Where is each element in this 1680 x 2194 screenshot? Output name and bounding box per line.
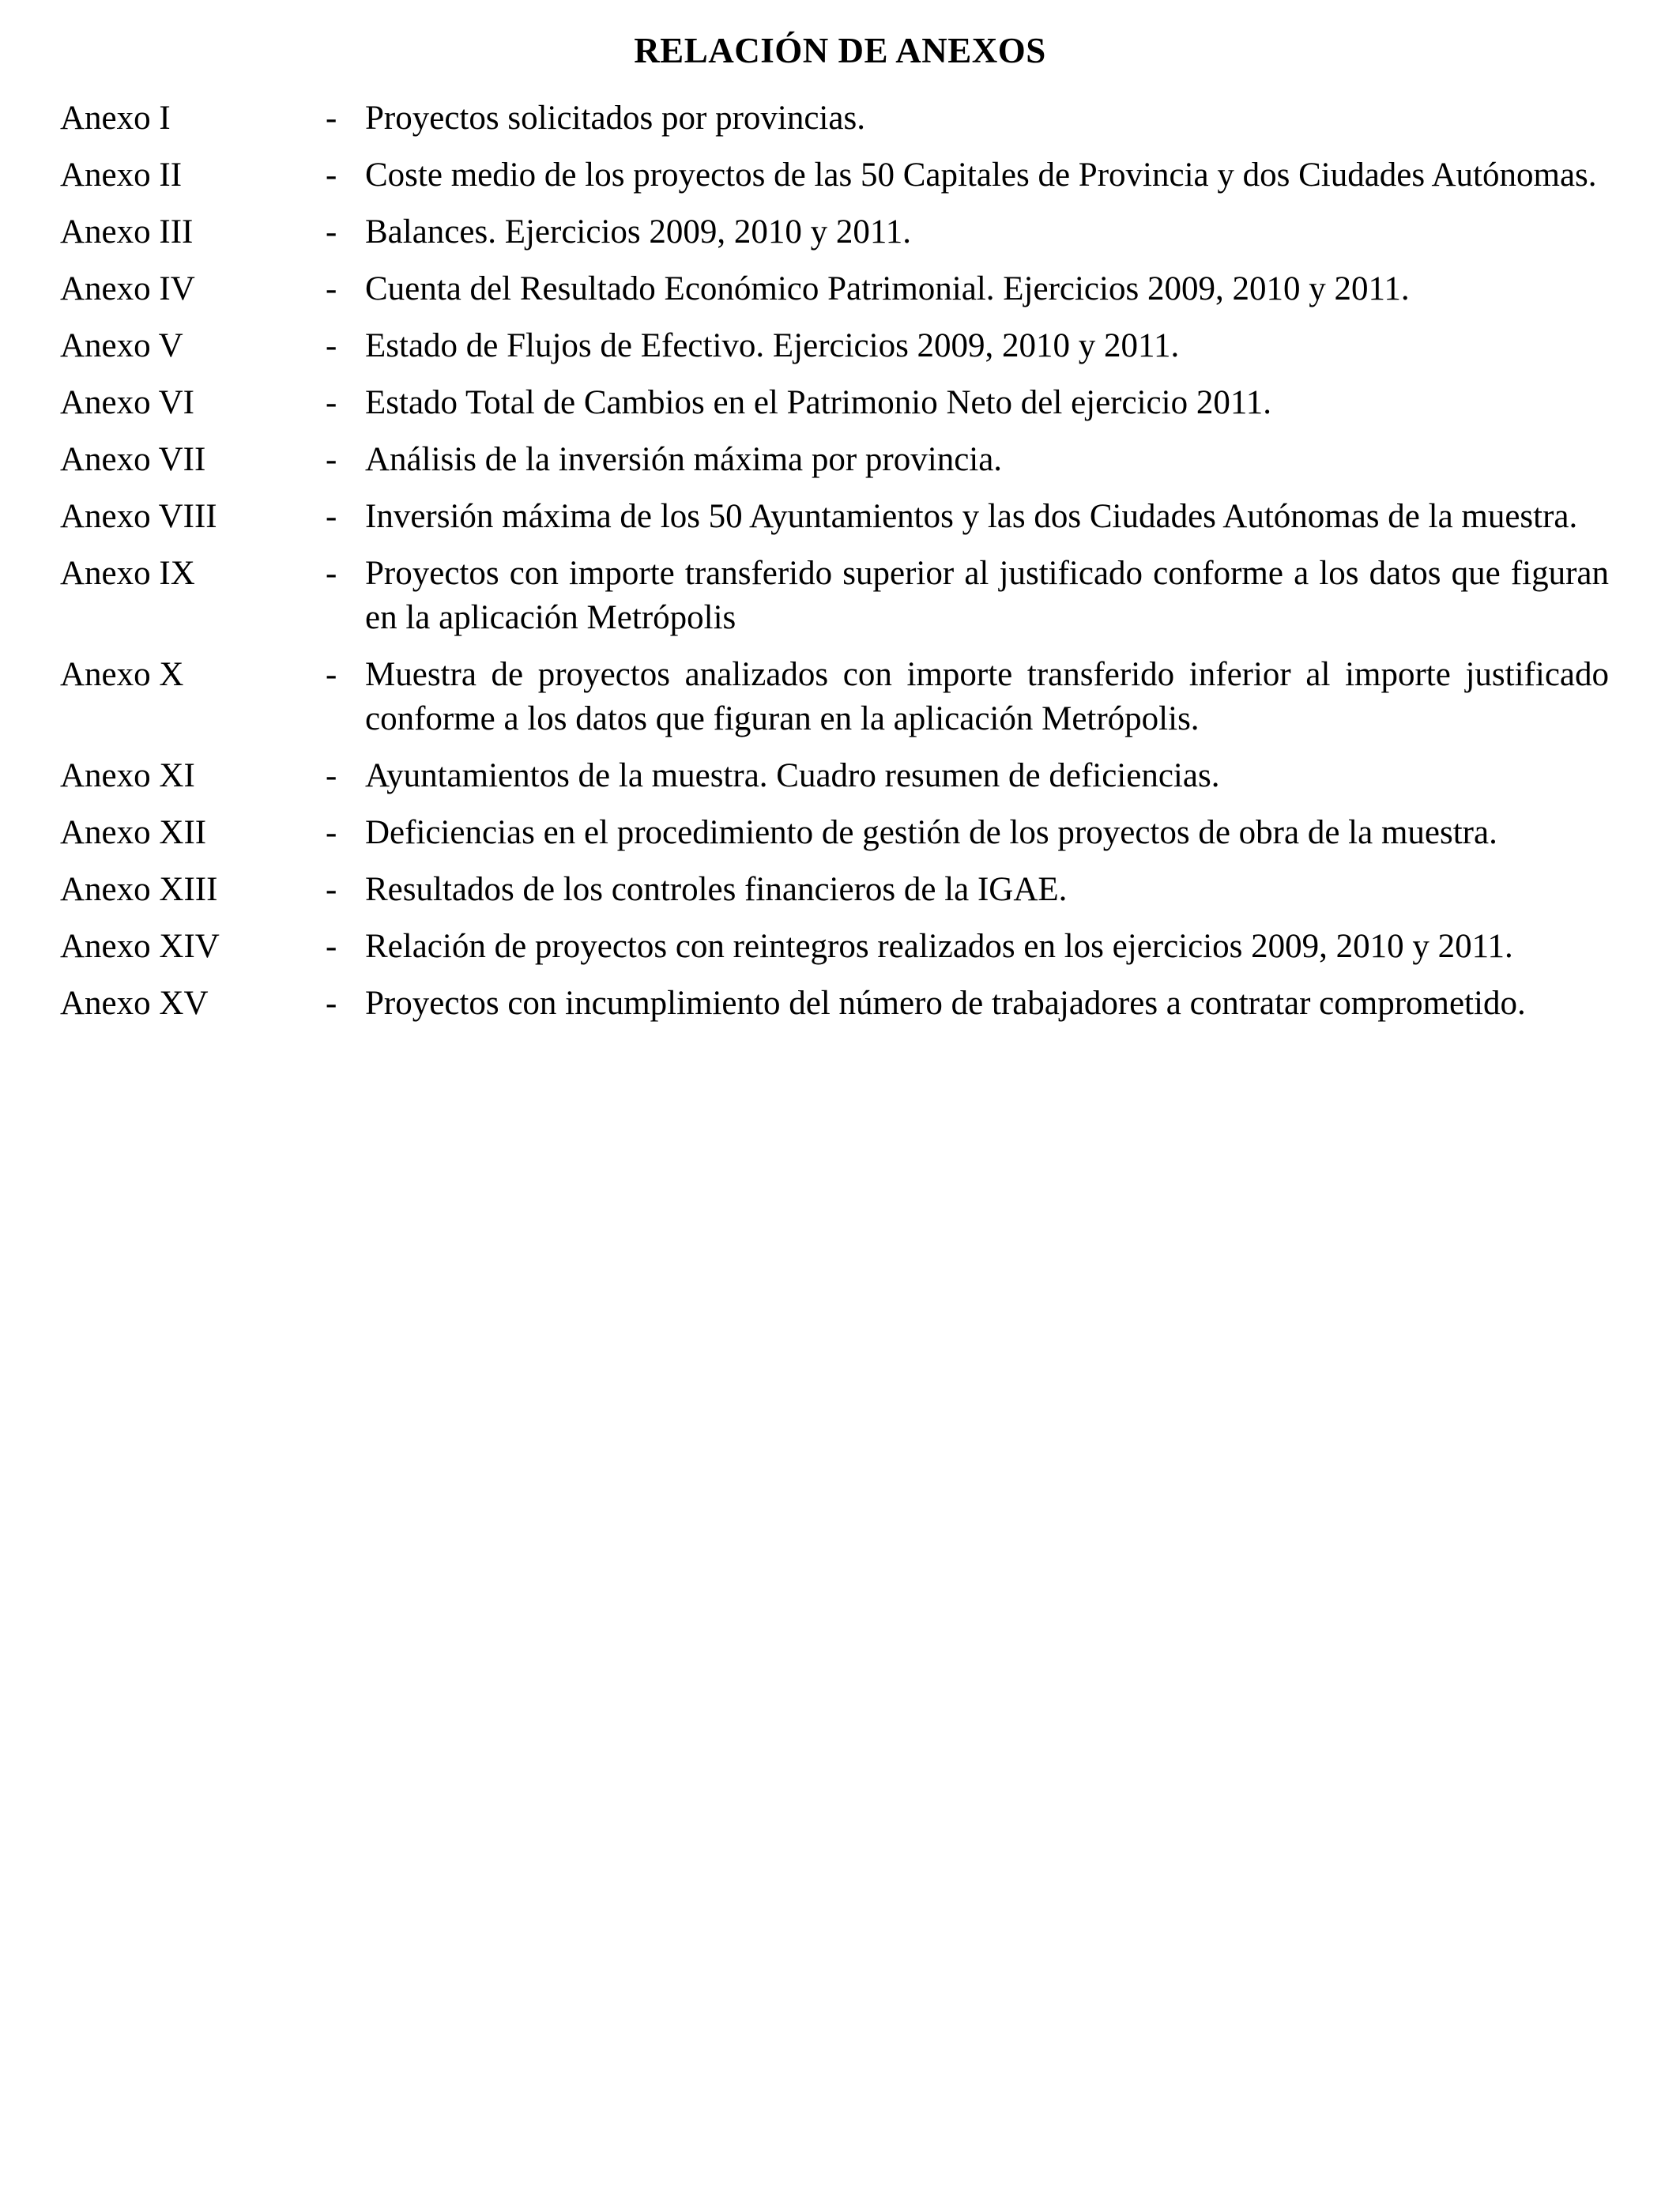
- annex-separator: -: [326, 384, 337, 421]
- annex-row: [60, 552, 1609, 640]
- annex-separator: -: [326, 814, 337, 851]
- annex-row: [60, 324, 1609, 368]
- annex-separator: -: [326, 555, 337, 592]
- annex-row: [60, 653, 1609, 741]
- annex-description: Estado de Flujos de Efectivo. Ejercicios 2009, 2010 y 2011.: [365, 327, 1180, 364]
- annex-label: Anexo VIII: [60, 498, 217, 535]
- annex-separator: -: [326, 656, 337, 693]
- annex-list: [60, 96, 1609, 1039]
- annex-row: [60, 811, 1609, 855]
- annex-row: [60, 982, 1609, 1026]
- annex-label: Anexo II: [60, 156, 183, 194]
- annex-label: Anexo XIII: [60, 871, 218, 908]
- annex-separator: -: [326, 985, 337, 1022]
- annex-separator: -: [326, 757, 337, 794]
- annex-description: Muestra de proyectos analizados con importe transferido inferior al importe justificado conforme a los datos que figuran en la aplicación Metrópolis.: [365, 656, 1609, 737]
- page-title: RELACIÓN DE ANEXOS: [634, 31, 1046, 70]
- annex-description: Proyectos con importe transferido superior al justificado conforme a los datos que figuran en la aplicación Metrópolis: [365, 555, 1609, 636]
- annex-label: Anexo IV: [60, 270, 195, 307]
- annex-row: [60, 267, 1609, 311]
- annex-label: Anexo XIV: [60, 928, 220, 965]
- annex-label: Anexo X: [60, 656, 184, 693]
- annex-row: [60, 868, 1609, 912]
- annex-description: Coste medio de los proyectos de las 50 Capitales de Provincia y dos Ciudades Autónomas.: [365, 156, 1597, 194]
- annex-description: Balances. Ejercicios 2009, 2010 y 2011.: [365, 213, 912, 251]
- annex-row: [60, 438, 1609, 482]
- annex-separator: -: [326, 100, 337, 137]
- annex-separator: -: [326, 871, 337, 908]
- annex-label: Anexo I: [60, 100, 171, 137]
- annex-label: Anexo XI: [60, 757, 195, 794]
- annex-row: [60, 925, 1609, 969]
- annex-description: Ayuntamientos de la muestra. Cuadro resumen de deficiencias.: [365, 757, 1220, 794]
- annex-description: Cuenta del Resultado Económico Patrimonial. Ejercicios 2009, 2010 y 2011.: [365, 270, 1410, 307]
- annex-label: Anexo XII: [60, 814, 207, 851]
- annex-description: Proyectos con incumplimiento del número de trabajadores a contratar comprometido.: [365, 985, 1526, 1022]
- annex-row: [60, 754, 1609, 798]
- annex-description: Inversión máxima de los 50 Ayuntamientos y las dos Ciudades Autónomas de la muestra.: [365, 498, 1578, 535]
- annex-description: Deficiencias en el procedimiento de gestión de los proyectos de obra de la muestra.: [365, 814, 1497, 851]
- annex-description: Estado Total de Cambios en el Patrimonio Neto del ejercicio 2011.: [365, 384, 1271, 421]
- annex-label: Anexo XV: [60, 985, 209, 1022]
- annex-row: [60, 153, 1609, 198]
- annex-description: Relación de proyectos con reintegros realizados en los ejercicios 2009, 2010 y 2011.: [365, 928, 1513, 965]
- annex-description: Proyectos solicitados por provincias.: [365, 100, 865, 137]
- annex-row: [60, 96, 1609, 141]
- annex-row: [60, 495, 1609, 539]
- annex-separator: -: [326, 327, 337, 364]
- annex-label: Anexo VI: [60, 384, 194, 421]
- annex-label: Anexo V: [60, 327, 183, 364]
- annex-separator: -: [326, 270, 337, 307]
- annex-separator: -: [326, 928, 337, 965]
- annex-separator: -: [326, 441, 337, 478]
- annex-label: Anexo VII: [60, 441, 206, 478]
- annex-row: [60, 381, 1609, 425]
- annex-label: Anexo IX: [60, 555, 195, 592]
- annex-description: Resultados de los controles financieros de la IGAE.: [365, 871, 1068, 908]
- annex-separator: -: [326, 498, 337, 535]
- annex-description: Análisis de la inversión máxima por provincia.: [365, 441, 1003, 478]
- annex-separator: -: [326, 213, 337, 251]
- annex-row: [60, 210, 1609, 254]
- annex-separator: -: [326, 156, 337, 194]
- annex-label: Anexo III: [60, 213, 194, 251]
